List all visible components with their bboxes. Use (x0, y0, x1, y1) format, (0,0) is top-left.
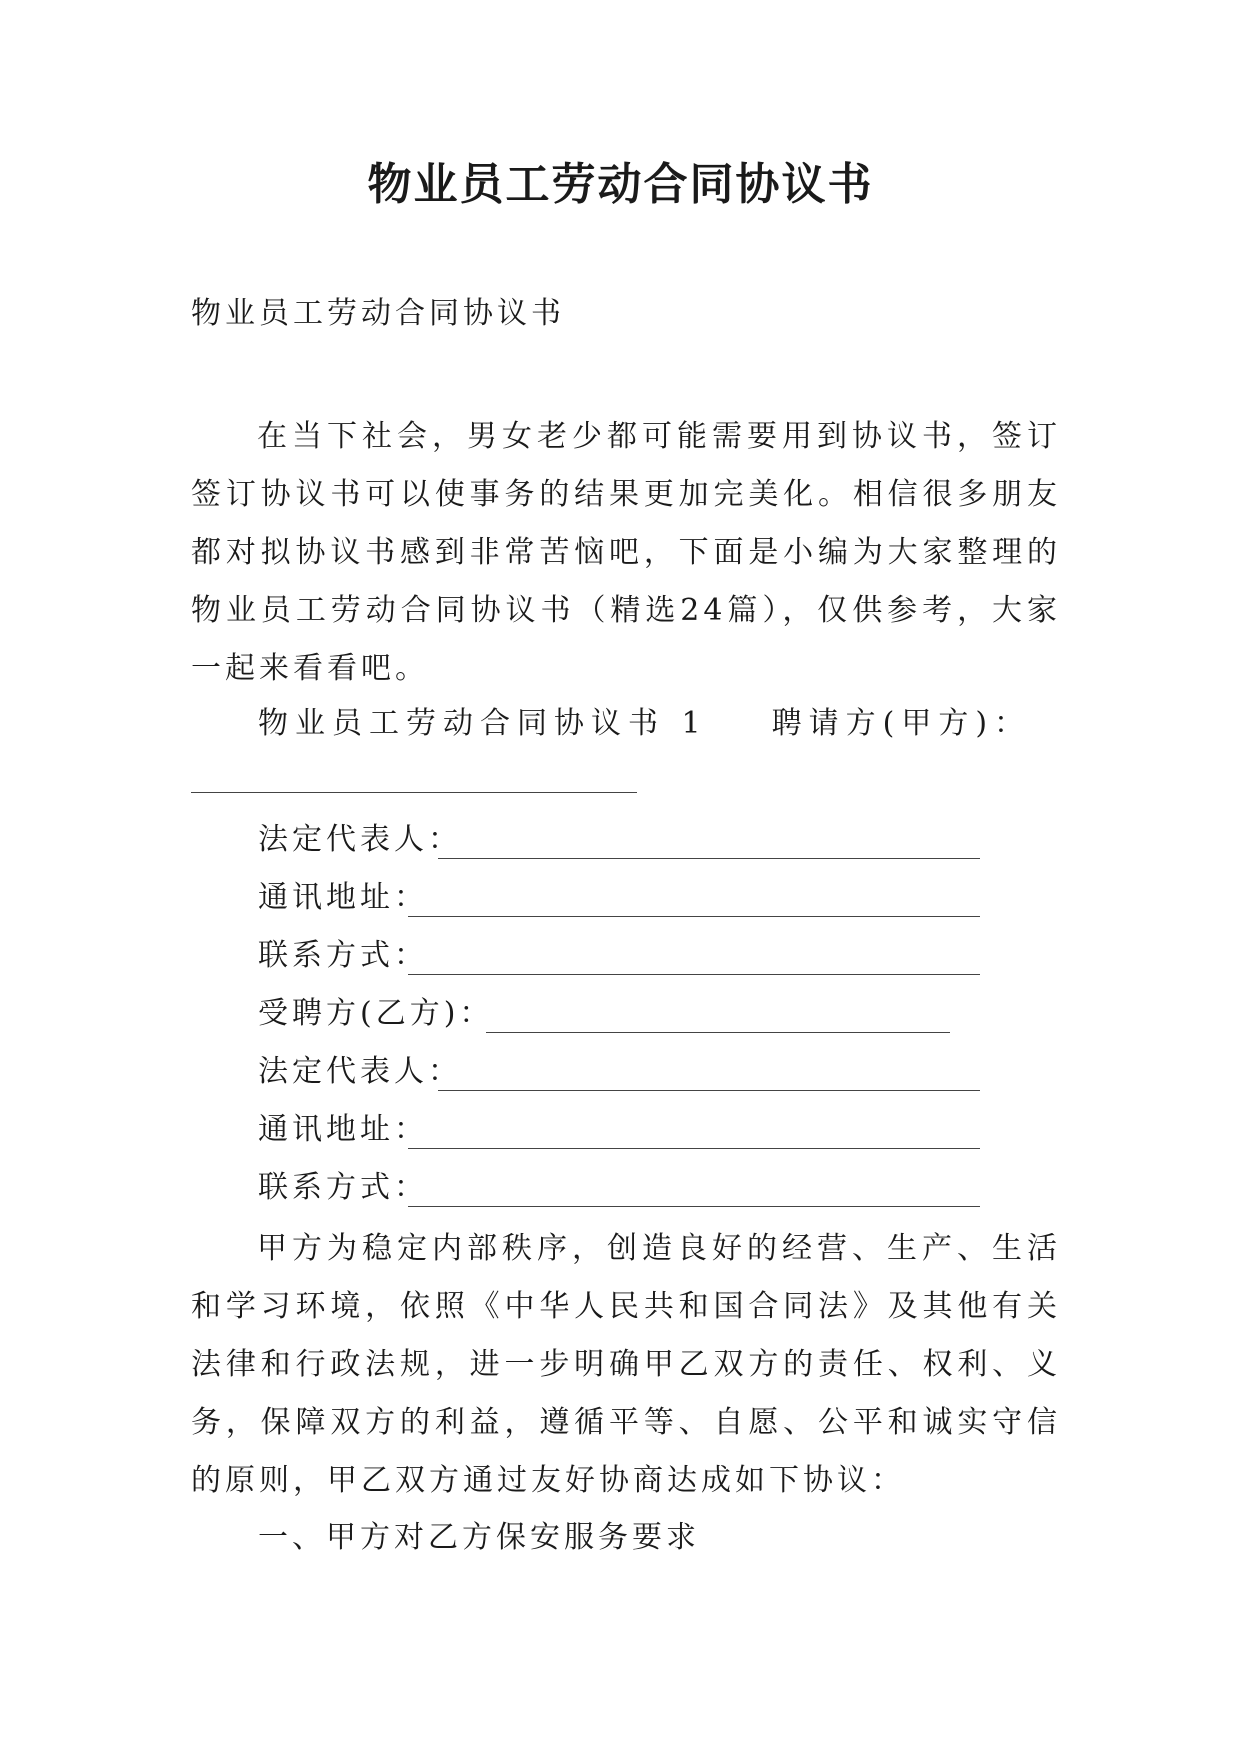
field-contact-a (258, 934, 428, 978)
field-label: 通讯地址： (258, 880, 428, 915)
field-legal-rep-a (258, 818, 462, 862)
field-label: 受聘方(乙方)： (258, 996, 494, 1031)
field-address-a (258, 876, 428, 920)
field-label: 通讯地址： (258, 1112, 428, 1147)
blank-line (486, 1032, 950, 1033)
section-heading-1: 一、甲方对乙方保安服务要求 (258, 1520, 700, 1555)
article-heading: 物业员工劳动合同协议书 1 (258, 706, 708, 741)
field-label: 联系方式： (258, 1170, 428, 1205)
document-subtitle: 物业员工劳动合同协议书 (191, 296, 565, 331)
blank-line (438, 858, 980, 859)
blank-line (408, 974, 980, 975)
article-heading-line (258, 702, 1031, 746)
document-title: 物业员工劳动合同协议书 (367, 159, 874, 210)
party-a-label: 聘请方(甲方)： (771, 706, 1032, 741)
field-address-b (258, 1108, 428, 1152)
blank-line (408, 1206, 980, 1207)
field-contact-b (258, 1166, 428, 1210)
intro-paragraph: 在当下社会，男女老少都可能需要用到协议书，签订签订协议书可以使事务的结果更加完美化。相信很多朋友都对拟协议书感到非常苦恼吧，下面是小编为大家整理的物业员工劳动合同协议书（精选24篇），仅供参考，大家一起来看看吧。 (191, 419, 1061, 686)
blank-line (408, 1148, 980, 1149)
field-label: 联系方式： (258, 938, 428, 973)
blank-line (408, 916, 980, 917)
blank-line (438, 1090, 980, 1091)
body-paragraph: 甲方为稳定内部秩序，创造良好的经营、生产、生活和学习环境，依照《中华人民共和国合同法》及其他有关法律和行政法规，进一步明确甲乙双方的责任、权利、义务，保障双方的利益，遵循平等、自愿、公平和诚实守信的原则，甲乙双方通过友好协商达成如下协议： (191, 1231, 1061, 1498)
field-party-b (258, 992, 493, 1036)
field-legal-rep-b (258, 1050, 462, 1094)
field-label: 法定代表人： (258, 822, 462, 857)
party-a-blank-line (191, 792, 637, 793)
field-label: 法定代表人： (258, 1054, 462, 1089)
